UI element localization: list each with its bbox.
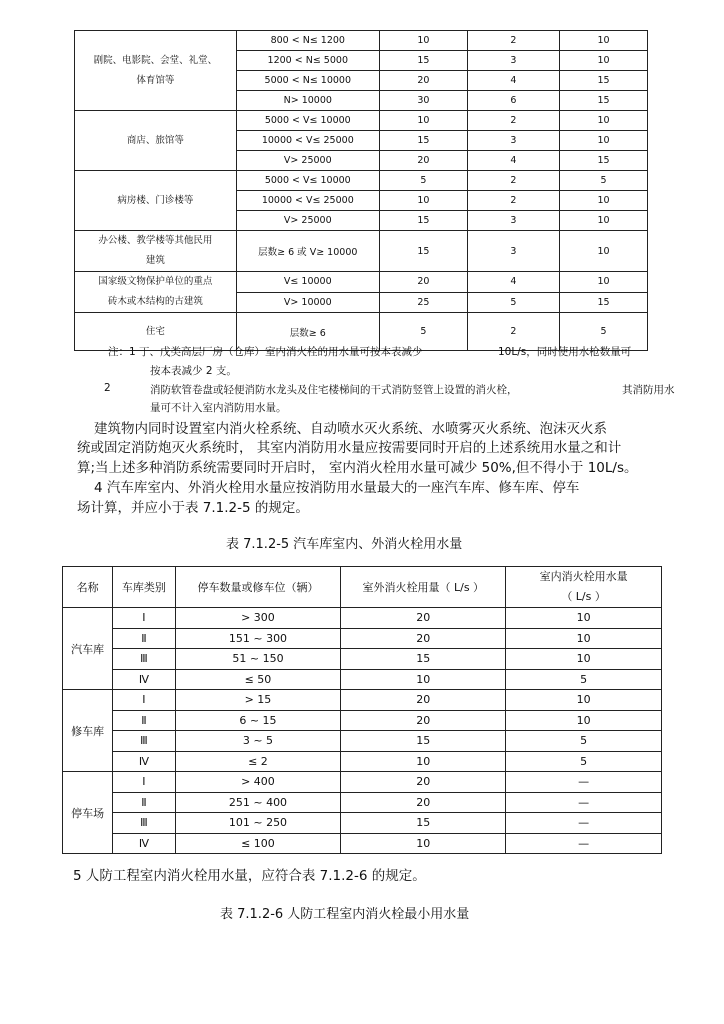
- header-capacity: 停车数量或修车位（辆）: [175, 567, 341, 608]
- hose-count-cell: 2: [467, 31, 559, 51]
- table-row: [75, 231, 648, 272]
- category-cell: Ⅲ: [113, 731, 175, 752]
- outdoor-flow-cell: 20: [341, 792, 506, 813]
- table-row: [63, 772, 662, 793]
- building-type-line: 砖木或木结构的古建筑: [107, 296, 203, 307]
- water-flow-cell: 20: [379, 71, 467, 91]
- outdoor-flow-cell: 20: [341, 710, 506, 731]
- per-hose-flow-cell: 10: [559, 191, 647, 211]
- water-flow-cell: 10: [379, 191, 467, 211]
- header-category: 车库类别: [113, 567, 175, 608]
- table-row: [63, 792, 662, 813]
- building-type-cell: [75, 272, 237, 313]
- note-2-line-a: 消防软管卷盘或轻便消防水龙头及住宅楼梯间的干式消防竖管上设置的消火栓，: [150, 384, 518, 396]
- water-flow-cell: 25: [379, 292, 467, 313]
- table-row: [63, 669, 662, 690]
- indoor-flow-cell: 10: [506, 628, 662, 649]
- size-cell: 5000 < N≤ 10000: [236, 71, 379, 91]
- size-cell: V> 25000: [236, 211, 379, 231]
- water-flow-cell: 15: [379, 231, 467, 272]
- hose-count-cell: 2: [467, 171, 559, 191]
- water-flow-cell: 20: [379, 272, 467, 293]
- table-row: [63, 813, 662, 834]
- size-cell: V≤ 10000: [236, 272, 379, 293]
- category-cell: Ⅲ: [113, 649, 175, 670]
- indoor-flow-cell: 10: [506, 710, 662, 731]
- capacity-cell: ≤ 100: [175, 833, 341, 854]
- indoor-flow-cell: 5: [506, 669, 662, 690]
- hose-count-cell: 4: [467, 272, 559, 293]
- outdoor-flow-cell: 20: [341, 772, 506, 793]
- table-row: [75, 31, 648, 51]
- hose-count-cell: 3: [467, 211, 559, 231]
- building-type-line: 建筑: [145, 255, 165, 266]
- category-cell: Ⅱ: [113, 710, 175, 731]
- capacity-cell: > 15: [175, 690, 341, 711]
- outdoor-flow-cell: 10: [341, 669, 506, 690]
- capacity-cell: 151 ~ 300: [175, 628, 341, 649]
- water-flow-cell: 30: [379, 91, 467, 111]
- building-type-line: 体育馆等: [136, 74, 175, 86]
- header-indoor-line-1: 室内消火栓用水量: [539, 570, 628, 583]
- building-type-cell: [75, 31, 237, 111]
- building-type-line: 商店、旅馆等: [126, 134, 184, 146]
- category-cell: Ⅳ: [113, 669, 175, 690]
- capacity-cell: > 400: [175, 772, 341, 793]
- building-type-cell: [75, 171, 237, 231]
- per-hose-flow-cell: 5: [559, 171, 647, 191]
- table-7-1-2-4-continued: [74, 30, 648, 351]
- size-cell: 10000 < V≤ 25000: [236, 191, 379, 211]
- hose-count-cell: 2: [467, 111, 559, 131]
- paragraph-5: 5 人防工程室内消火栓用水量，应符合表 7.1.2-6 的规定。: [73, 868, 426, 884]
- category-cell: Ⅰ: [113, 690, 175, 711]
- capacity-cell: ≤ 2: [175, 751, 341, 772]
- outdoor-flow-cell: 20: [341, 690, 506, 711]
- table-7-1-2-5: [62, 566, 662, 854]
- note-2-line-b: 其消防用水: [622, 384, 675, 396]
- size-cell: 1200 < N≤ 5000: [236, 51, 379, 71]
- hose-count-cell: 3: [467, 231, 559, 272]
- per-hose-flow-cell: 10: [559, 272, 647, 293]
- water-flow-cell: 10: [379, 31, 467, 51]
- per-hose-flow-cell: 10: [559, 111, 647, 131]
- header-name: 名称: [63, 567, 113, 608]
- hose-count-cell: 3: [467, 131, 559, 151]
- indoor-flow-cell: 5: [506, 731, 662, 752]
- indoor-flow-cell: —: [506, 772, 662, 793]
- indoor-flow-cell: 5: [506, 751, 662, 772]
- paragraph-3-line-2: 统或固定消防炮灭火系统时， 其室内消防用水量应按需要同时开启的上述系统用水量之和计: [77, 440, 622, 456]
- outdoor-flow-cell: 15: [341, 731, 506, 752]
- capacity-cell: > 300: [175, 608, 341, 629]
- per-hose-flow-cell: 10: [559, 51, 647, 71]
- table-row: [75, 111, 648, 131]
- note-1-line-b: 10L/s，同时使用水枪数量可: [498, 346, 632, 358]
- outdoor-flow-cell: 15: [341, 813, 506, 834]
- size-cell: V> 25000: [236, 151, 379, 171]
- water-flow-cell: 15: [379, 211, 467, 231]
- table-7-1-2-6-caption: 表 7.1.2-6 人防工程室内消火栓最小用水量: [220, 907, 470, 922]
- size-cell: 5000 < V≤ 10000: [236, 111, 379, 131]
- indoor-flow-cell: —: [506, 792, 662, 813]
- table-7-1-2-5-caption: 表 7.1.2-5 汽车库室内、外消火栓用水量: [226, 537, 463, 552]
- outdoor-flow-cell: 20: [341, 608, 506, 629]
- table-row: [75, 171, 648, 191]
- indoor-flow-cell: —: [506, 833, 662, 854]
- size-cell: 800 < N≤ 1200: [236, 31, 379, 51]
- size-cell: 层数≥ 6: [236, 313, 379, 351]
- category-cell: Ⅰ: [113, 608, 175, 629]
- category-cell: Ⅱ: [113, 628, 175, 649]
- header-outdoor: 室外消火栓用量（ L/s ）: [341, 567, 506, 608]
- building-type-line: 国家级文物保护单位的重点: [98, 276, 213, 287]
- water-flow-cell: 5: [379, 313, 467, 351]
- paragraph-3-line-3: 算;当上述多种消防系统需要同时开启时， 室内消火栓用水量可减少 50%,但不得小于 10L/s。: [77, 460, 638, 476]
- capacity-cell: ≤ 50: [175, 669, 341, 690]
- per-hose-flow-cell: 5: [559, 313, 647, 351]
- per-hose-flow-cell: 10: [559, 31, 647, 51]
- building-type-line: 病房楼、门诊楼等: [117, 194, 194, 206]
- note-1-line-c: 按本表减少 2 支。: [150, 365, 237, 377]
- hose-count-cell: 4: [467, 151, 559, 171]
- size-cell: V> 10000: [236, 292, 379, 313]
- building-type-cell: [75, 111, 237, 171]
- capacity-cell: 101 ~ 250: [175, 813, 341, 834]
- capacity-cell: 251 ~ 400: [175, 792, 341, 813]
- size-cell: 层数≥ 6 或 V≥ 10000: [236, 231, 379, 272]
- category-cell: Ⅳ: [113, 833, 175, 854]
- table-row: [63, 628, 662, 649]
- indoor-flow-cell: 10: [506, 690, 662, 711]
- table-row: [75, 272, 648, 293]
- table-row: [63, 751, 662, 772]
- outdoor-flow-cell: 15: [341, 649, 506, 670]
- capacity-cell: 51 ~ 150: [175, 649, 341, 670]
- garage-name-cell: 汽车库: [63, 608, 113, 690]
- capacity-cell: 6 ~ 15: [175, 710, 341, 731]
- paragraph-4-line-2: 场计算，并应小于表 7.1.2-5 的规定。: [77, 500, 309, 516]
- table-row: [63, 833, 662, 854]
- category-cell: Ⅳ: [113, 751, 175, 772]
- water-flow-cell: 10: [379, 111, 467, 131]
- note-2-line-c: 量可不计入室内消防用水量。: [150, 402, 287, 414]
- hose-count-cell: 2: [467, 313, 559, 351]
- water-flow-cell: 5: [379, 171, 467, 191]
- hose-count-cell: 2: [467, 191, 559, 211]
- table-row: [63, 649, 662, 670]
- per-hose-flow-cell: 15: [559, 71, 647, 91]
- per-hose-flow-cell: 15: [559, 292, 647, 313]
- per-hose-flow-cell: 15: [559, 151, 647, 171]
- table-row: [63, 690, 662, 711]
- building-type-line: 剧院、电影院、会堂、礼堂、: [93, 54, 218, 66]
- size-cell: N> 10000: [236, 91, 379, 111]
- hose-count-cell: 4: [467, 71, 559, 91]
- hose-count-cell: 3: [467, 51, 559, 71]
- per-hose-flow-cell: 10: [559, 131, 647, 151]
- indoor-flow-cell: —: [506, 813, 662, 834]
- size-cell: 10000 < V≤ 25000: [236, 131, 379, 151]
- building-type-cell: [75, 231, 237, 272]
- paragraph-4-line-1: 4 汽车库室内、外消火栓用水量应按消防用水量最大的一座汽车库、修车库、停车: [94, 480, 580, 496]
- building-type-line: 办公楼、教学楼等其他民用: [98, 235, 213, 246]
- note-2-number: 2: [104, 382, 111, 394]
- table-header-row: [63, 567, 662, 608]
- size-cell: 5000 < V≤ 10000: [236, 171, 379, 191]
- garage-name-cell: 修车库: [63, 690, 113, 772]
- indoor-flow-cell: 10: [506, 649, 662, 670]
- water-flow-cell: 15: [379, 131, 467, 151]
- table-row: [63, 608, 662, 629]
- per-hose-flow-cell: 15: [559, 91, 647, 111]
- hose-count-cell: 6: [467, 91, 559, 111]
- category-cell: Ⅰ: [113, 772, 175, 793]
- outdoor-flow-cell: 10: [341, 833, 506, 854]
- per-hose-flow-cell: 10: [559, 231, 647, 272]
- table-row: [63, 731, 662, 752]
- water-flow-cell: 20: [379, 151, 467, 171]
- garage-name-cell: 停车场: [63, 772, 113, 854]
- water-flow-cell: 15: [379, 51, 467, 71]
- hose-count-cell: 5: [467, 292, 559, 313]
- header-indoor-line-2: （ L/s ）: [561, 590, 606, 603]
- building-type-line: 住宅: [145, 325, 165, 337]
- header-indoor: [506, 567, 662, 608]
- outdoor-flow-cell: 10: [341, 751, 506, 772]
- paragraph-3-line-1: 建筑物内同时设置室内消火栓系统、自动喷水灭火系统、水喷雾灭火系统、泡沫灭火系: [94, 421, 607, 437]
- indoor-flow-cell: 10: [506, 608, 662, 629]
- capacity-cell: 3 ~ 5: [175, 731, 341, 752]
- outdoor-flow-cell: 20: [341, 628, 506, 649]
- category-cell: Ⅱ: [113, 792, 175, 813]
- category-cell: Ⅲ: [113, 813, 175, 834]
- table-row: [63, 710, 662, 731]
- note-1-line-a: 注：1 丁、戊类高层厂房（仓库）室内消火栓的用水量可按本表减少: [108, 346, 423, 358]
- per-hose-flow-cell: 10: [559, 211, 647, 231]
